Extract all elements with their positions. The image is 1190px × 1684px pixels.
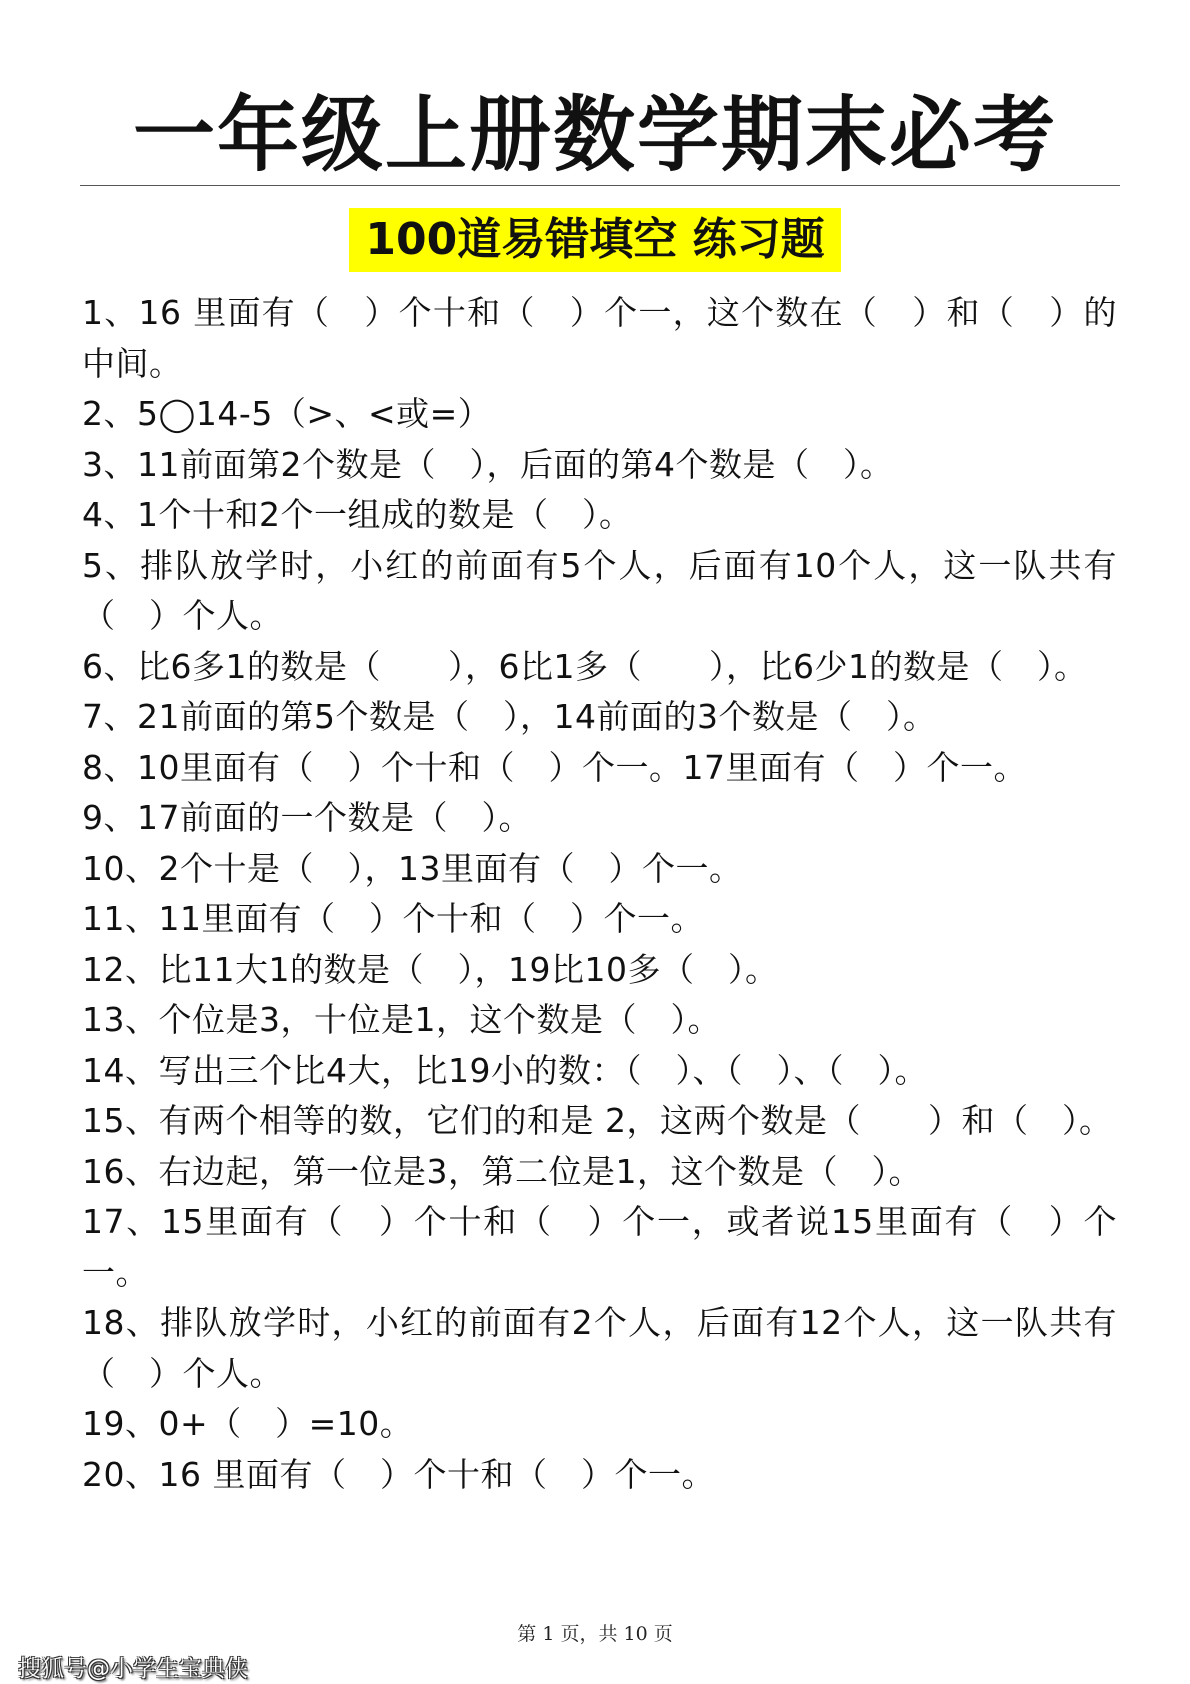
question-item-17: 17、15里面有（ ）个十和（ ）个一，或者说15里面有（ ）个一。 <box>82 1202 1117 1292</box>
question-item-20: 20、16 里面有（ ）个十和（ ）个一。 <box>82 1454 715 1494</box>
question-item-14: 14、写出三个比4大，比19小的数：（ ）、（ ）、（ ）。 <box>82 1050 928 1090</box>
question-item-3: 3、11前面第2个数是（ ），后面的第4个数是（ ）。 <box>82 444 894 484</box>
question-item-13: 13、个位是3，十位是1，这个数是（ ）。 <box>82 1000 721 1039</box>
question-item-16: 16、右边起，第一位是3，第二位是1，这个数是（ ）。 <box>82 1151 922 1191</box>
subtitle-highlight: 100道易错填空 练习题 <box>349 208 840 272</box>
page-title: 一年级上册数学期末必考 <box>132 88 1057 183</box>
question-item-12: 12、比11大1的数是（ ），19比10多（ ）。 <box>82 949 779 989</box>
question-item-5: 5、排队放学时，小红的前面有5个人，后面有10个人，这一队共有（ ）个人。 <box>82 545 1117 635</box>
question-item-4: 4、1个十和2个一组成的数是（ ）。 <box>82 495 633 534</box>
title-divider <box>80 185 1120 186</box>
question-item-9: 9、17前面的一个数是（ ）。 <box>82 798 532 837</box>
question-item-19: 19、0+（ ）=10。 <box>82 1404 414 1443</box>
question-item-8: 8、10里面有（ ）个十和（ ）个一。17里面有（ ）个一。 <box>82 747 1027 787</box>
question-item-2: 2、5◯14-5（>、<或=） <box>82 394 492 433</box>
page-number: 第 1 页，共 10 页 <box>517 1623 673 1645</box>
question-item-6: 6、比6多1的数是（ ），6比1多（ ），比6少1的数是（ ）。 <box>82 646 1088 686</box>
question-item-15: 15、有两个相等的数，它们的和是 2，这两个数是（ ）和（ ）。 <box>82 1101 1113 1140</box>
question-item-11: 11、11里面有（ ）个十和（ ）个一。 <box>82 899 704 938</box>
question-item-7: 7、21前面的第5个数是（ ），14前面的3个数是（ ）。 <box>82 697 937 736</box>
question-item-10: 10、2个十是（ ），13里面有（ ）个一。 <box>82 848 743 888</box>
question-item-1: 1、16 里面有（ ）个十和（ ）个一，这个数在（ ）和（ ）的中间。 <box>82 293 1117 383</box>
watermark: 搜狐号@小学生宝典侠 <box>18 1656 248 1682</box>
subtitle-container <box>0 208 1190 272</box>
question-item-18: 18、排队放学时，小红的前面有2个人，后面有12个人，这一队共有（ ）个人。 <box>82 1303 1117 1393</box>
question-list <box>82 288 1117 1500</box>
